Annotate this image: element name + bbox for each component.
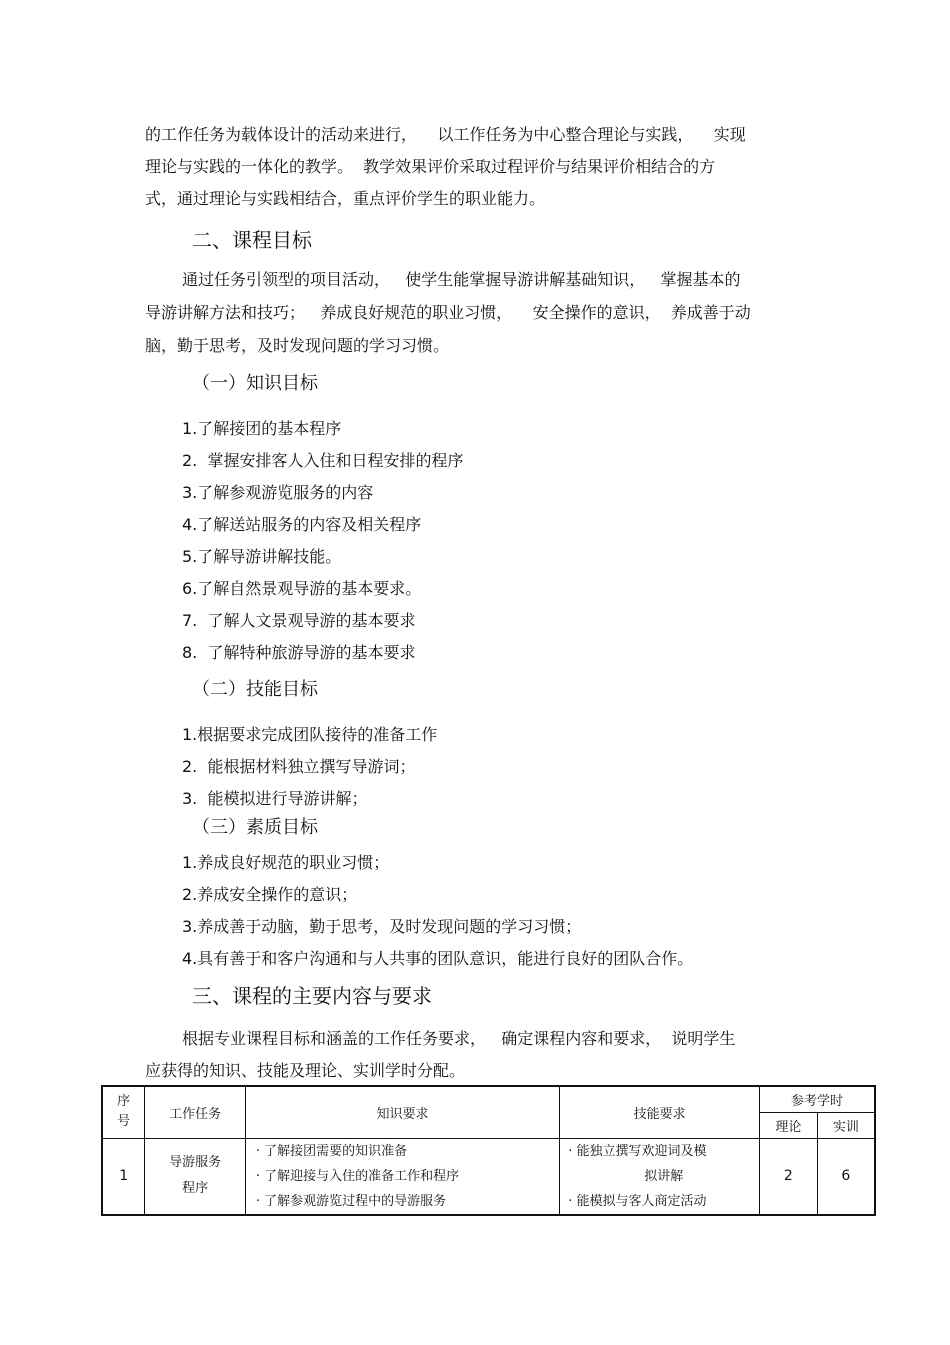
skill-item: 2. 能根据材料独立撰写导游词；	[182, 757, 416, 776]
list-item: · 了解参观游览过程中的导游服务	[255, 1193, 447, 1209]
content-line-1: 根据专业课程目标和涵盖的工作任务要求， 确定课程内容和要求， 说明学生	[182, 1029, 736, 1048]
header-knowledge: 知识要求	[245, 1086, 559, 1138]
header-practice: 实训	[817, 1112, 875, 1138]
row-theory-hours: 2	[759, 1138, 817, 1215]
knowledge-item: 8. 了解特种旅游导游的基本要求	[182, 643, 416, 662]
header-theory: 理论	[759, 1112, 817, 1138]
intro-line-1: 的工作任务为载体设计的活动来进行， 以工作任务为中心整合理论与实践， 实现	[145, 125, 746, 144]
goals-line-3: 脑，勤于思考，及时发现问题的学习习惯。	[145, 336, 450, 355]
quality-item: 3.养成善于动脑，勤于思考，及时发现问题的学习习惯；	[182, 917, 582, 936]
row-index: 1	[102, 1138, 145, 1215]
list-item: · 了解迎接与入住的准备工作和程序	[255, 1168, 460, 1184]
quality-item: 4.具有善于和客户沟通和与人共事的团队意识，能进行良好的团队合作。	[182, 949, 694, 968]
row-knowledge-list	[245, 1138, 559, 1215]
intro-line-3: 式，通过理论与实践相结合，重点评价学生的职业能力。	[145, 189, 546, 208]
knowledge-item: 1.了解接团的基本程序	[182, 419, 342, 438]
knowledge-item: 7. 了解人文景观导游的基本要求	[182, 611, 416, 630]
row-practice-hours: 6	[817, 1138, 875, 1215]
header-task: 工作任务	[145, 1086, 246, 1138]
knowledge-item: 5.了解导游讲解技能。	[182, 547, 342, 566]
header-skill: 技能要求	[560, 1086, 760, 1138]
content-line-2: 应获得的知识、技能及理论、实训学时分配。	[145, 1061, 466, 1080]
quality-item: 1.养成良好规范的职业习惯；	[182, 853, 390, 872]
subheading-quality-goals: （三）素质目标	[192, 817, 318, 838]
list-item: · 能模拟与客人商定活动	[568, 1193, 707, 1209]
section-heading-course-goals: 二、课程目标	[192, 228, 312, 252]
knowledge-item: 6.了解自然景观导游的基本要求。	[182, 579, 422, 598]
header-reference-hours: 参考学时	[759, 1086, 875, 1112]
list-item-continuation: 拟讲解	[644, 1168, 684, 1184]
goals-line-1: 通过任务引领型的项目活动， 使学生能掌握导游讲解基础知识， 掌握基本的	[182, 270, 741, 289]
subheading-knowledge-goals: （一）知识目标	[192, 373, 318, 394]
course-content-table	[101, 1085, 876, 1216]
list-item: · 能独立撰写欢迎词及模	[568, 1143, 707, 1159]
subheading-skill-goals: （二）技能目标	[192, 679, 318, 700]
quality-item: 2.养成安全操作的意识；	[182, 885, 358, 904]
list-item: · 了解接团需要的知识准备	[255, 1143, 408, 1159]
knowledge-item: 4.了解送站服务的内容及相关程序	[182, 515, 422, 534]
row-skill-list	[560, 1138, 760, 1215]
header-index: 序 号	[102, 1086, 145, 1138]
knowledge-item: 2. 掌握安排客人入住和日程安排的程序	[182, 451, 464, 470]
knowledge-item: 3.了解参观游览服务的内容	[182, 483, 374, 502]
skill-item: 1.根据要求完成团队接待的准备工作	[182, 725, 438, 744]
table-row	[102, 1138, 875, 1215]
intro-line-2: 理论与实践的一体化的教学。 教学效果评价采取过程评价与结果评价相结合的方	[145, 157, 716, 176]
section-heading-content-requirements: 三、课程的主要内容与要求	[192, 984, 432, 1008]
row-task: 导游服务 程序	[145, 1138, 246, 1215]
skill-item: 3. 能模拟进行导游讲解；	[182, 789, 368, 808]
goals-line-2: 导游讲解方法和技巧； 养成良好规范的职业习惯， 安全操作的意识， 养成善于动	[145, 303, 751, 322]
